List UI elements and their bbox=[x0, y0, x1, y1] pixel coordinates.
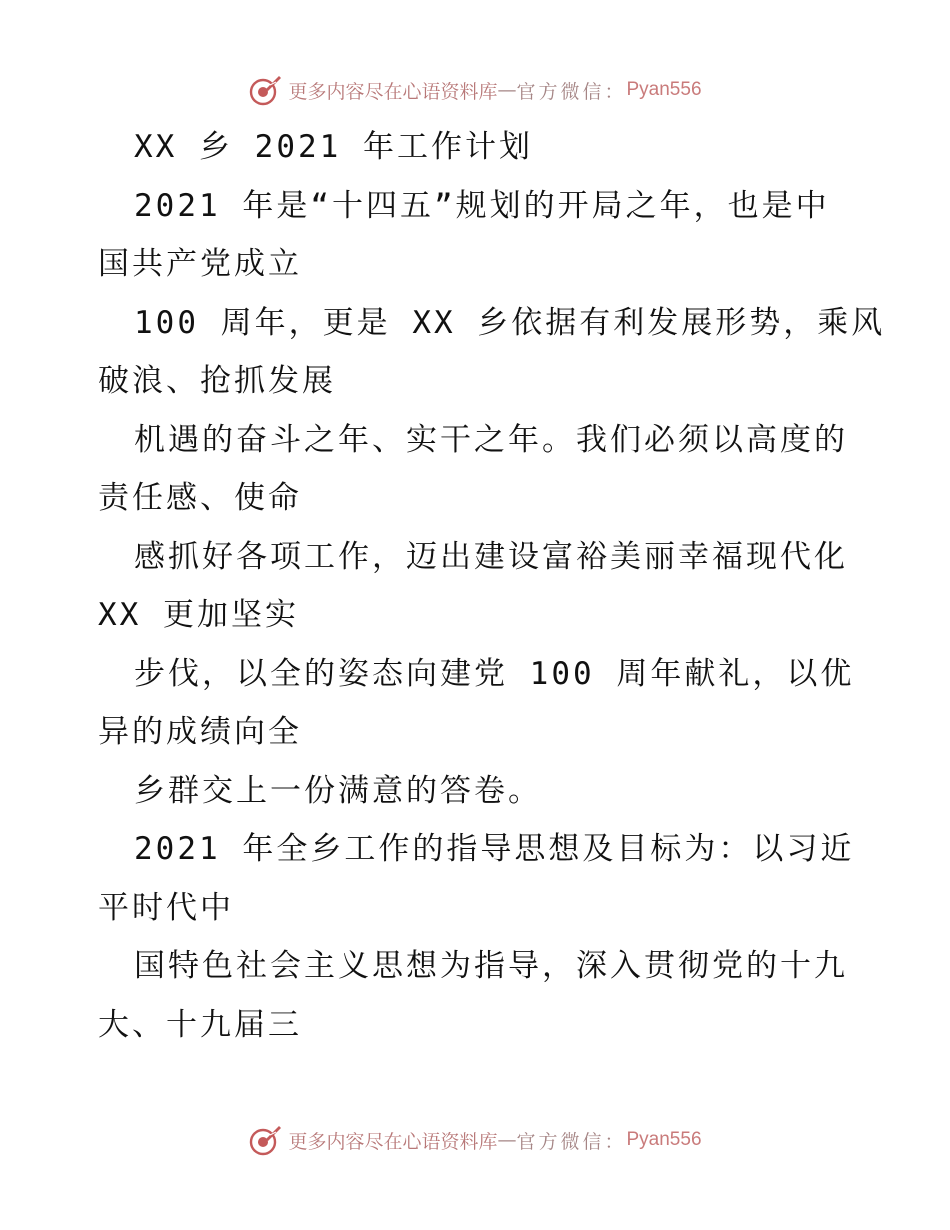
document-line: 异的成绩向全 bbox=[98, 714, 302, 750]
quill-seal-icon bbox=[248, 1123, 282, 1157]
quill-seal-icon bbox=[248, 73, 282, 107]
document-line: 机遇的奋斗之年、实干之年。我们必须以高度的 bbox=[134, 421, 848, 458]
document-line: 国共产党成立 bbox=[98, 246, 302, 282]
document-line: 步伐，以全的姿态向建党 100 周年献礼，以优 bbox=[134, 655, 855, 692]
document-line: 2021 年是“十四五”规划的开局之年，也是中 bbox=[134, 187, 830, 224]
document-body bbox=[98, 118, 886, 1054]
watermark-brand: 更多内容尽在心语资料库 bbox=[288, 1130, 498, 1153]
watermark-separator: — bbox=[497, 79, 517, 101]
header-watermark bbox=[0, 70, 950, 110]
document-line: 平时代中 bbox=[98, 889, 234, 926]
document-line: 感抓好各项工作，迈出建设富裕美丽幸福现代化 bbox=[134, 538, 848, 575]
footer-watermark bbox=[0, 1120, 950, 1160]
document-line: XX 更加坚实 bbox=[98, 597, 299, 633]
watermark-wechat-label: 官方微信： bbox=[516, 80, 627, 103]
watermark-separator: — bbox=[497, 1129, 517, 1151]
watermark-account: Pyan556 bbox=[626, 1129, 702, 1150]
document-line: 国特色社会主义思想为指导，深入贯彻党的十九 bbox=[134, 948, 848, 984]
document-title: XX 乡 2021 年工作计划 bbox=[134, 129, 533, 165]
watermark-account: Pyan556 bbox=[626, 79, 702, 100]
document-line: 破浪、抢抓发展 bbox=[98, 363, 336, 399]
document-line: 2021 年全乡工作的指导思想及目标为：以习近 bbox=[134, 831, 855, 867]
document-line: 100 周年，更是 XX 乡依据有利发展形势，乘风 bbox=[134, 304, 886, 341]
document-line: 责任感、使命 bbox=[98, 480, 302, 516]
watermark-brand: 更多内容尽在心语资料库 bbox=[288, 80, 498, 103]
document-line: 乡群交上一份满意的答卷。 bbox=[134, 772, 542, 809]
document-line: 大、十九届三 bbox=[98, 1006, 302, 1043]
watermark-wechat-label: 官方微信： bbox=[516, 1130, 627, 1153]
